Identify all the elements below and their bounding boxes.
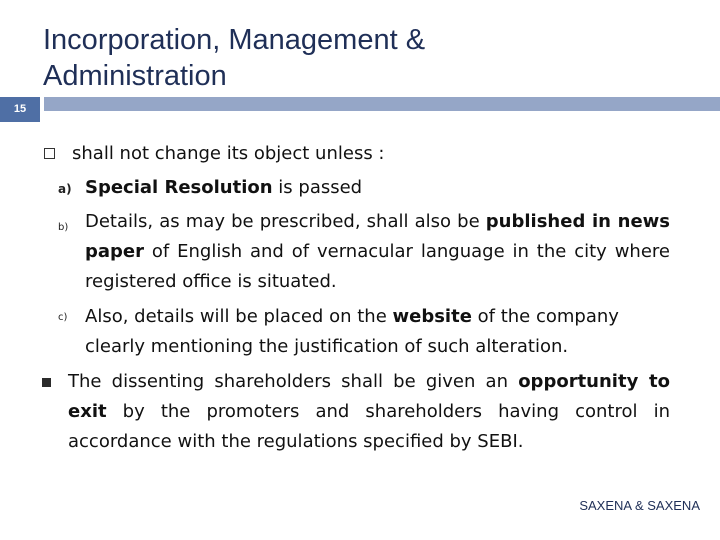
second-bullet-bold: opportunity to exit: [68, 371, 670, 422]
list-item-a-bold: Special Resolution: [85, 177, 273, 198]
list-marker-a: a): [58, 182, 72, 196]
title-line-2: Administration: [43, 60, 227, 92]
title-line-1: Incorporation, Management &: [43, 24, 426, 56]
header-rule: [44, 97, 720, 111]
list-item-c-text-after: of the company clearly mentioning the justification of such alteration.: [85, 306, 619, 357]
list-item-b-text-after: of English and of vernacular language in the city where registered office is situated.: [85, 241, 670, 292]
slide-number: 15: [13, 103, 27, 115]
second-bullet-text-after: by the promoters and shareholders having control in accordance with the regulations specified by SEBI.: [68, 401, 670, 452]
list-item-c-text-before: Also, details will be placed on the: [85, 306, 393, 327]
list-item-a-text: is passed: [272, 177, 363, 198]
list-item-c: [85, 302, 670, 362]
second-bullet-text: [68, 367, 670, 457]
list-item-a: [85, 173, 362, 203]
main-bullet-text: shall not change its object unless :: [72, 143, 385, 164]
page-title: [43, 22, 683, 94]
footer-author: SAXENA & SAXENA: [579, 498, 700, 513]
list-item-b: [85, 207, 670, 297]
list-item-c-bold: website: [392, 306, 472, 327]
second-bullet-text-before: The dissenting shareholders shall be given an: [68, 371, 519, 392]
list-marker-c: c): [58, 312, 68, 323]
filled-square-bullet-icon: [42, 378, 51, 387]
hollow-square-bullet-icon: [44, 148, 55, 159]
list-item-b-bold: published in news paper: [85, 211, 671, 262]
list-item-b-text-before: Details, as may be prescribed, shall also be: [85, 211, 486, 232]
list-marker-b: b): [58, 222, 69, 233]
